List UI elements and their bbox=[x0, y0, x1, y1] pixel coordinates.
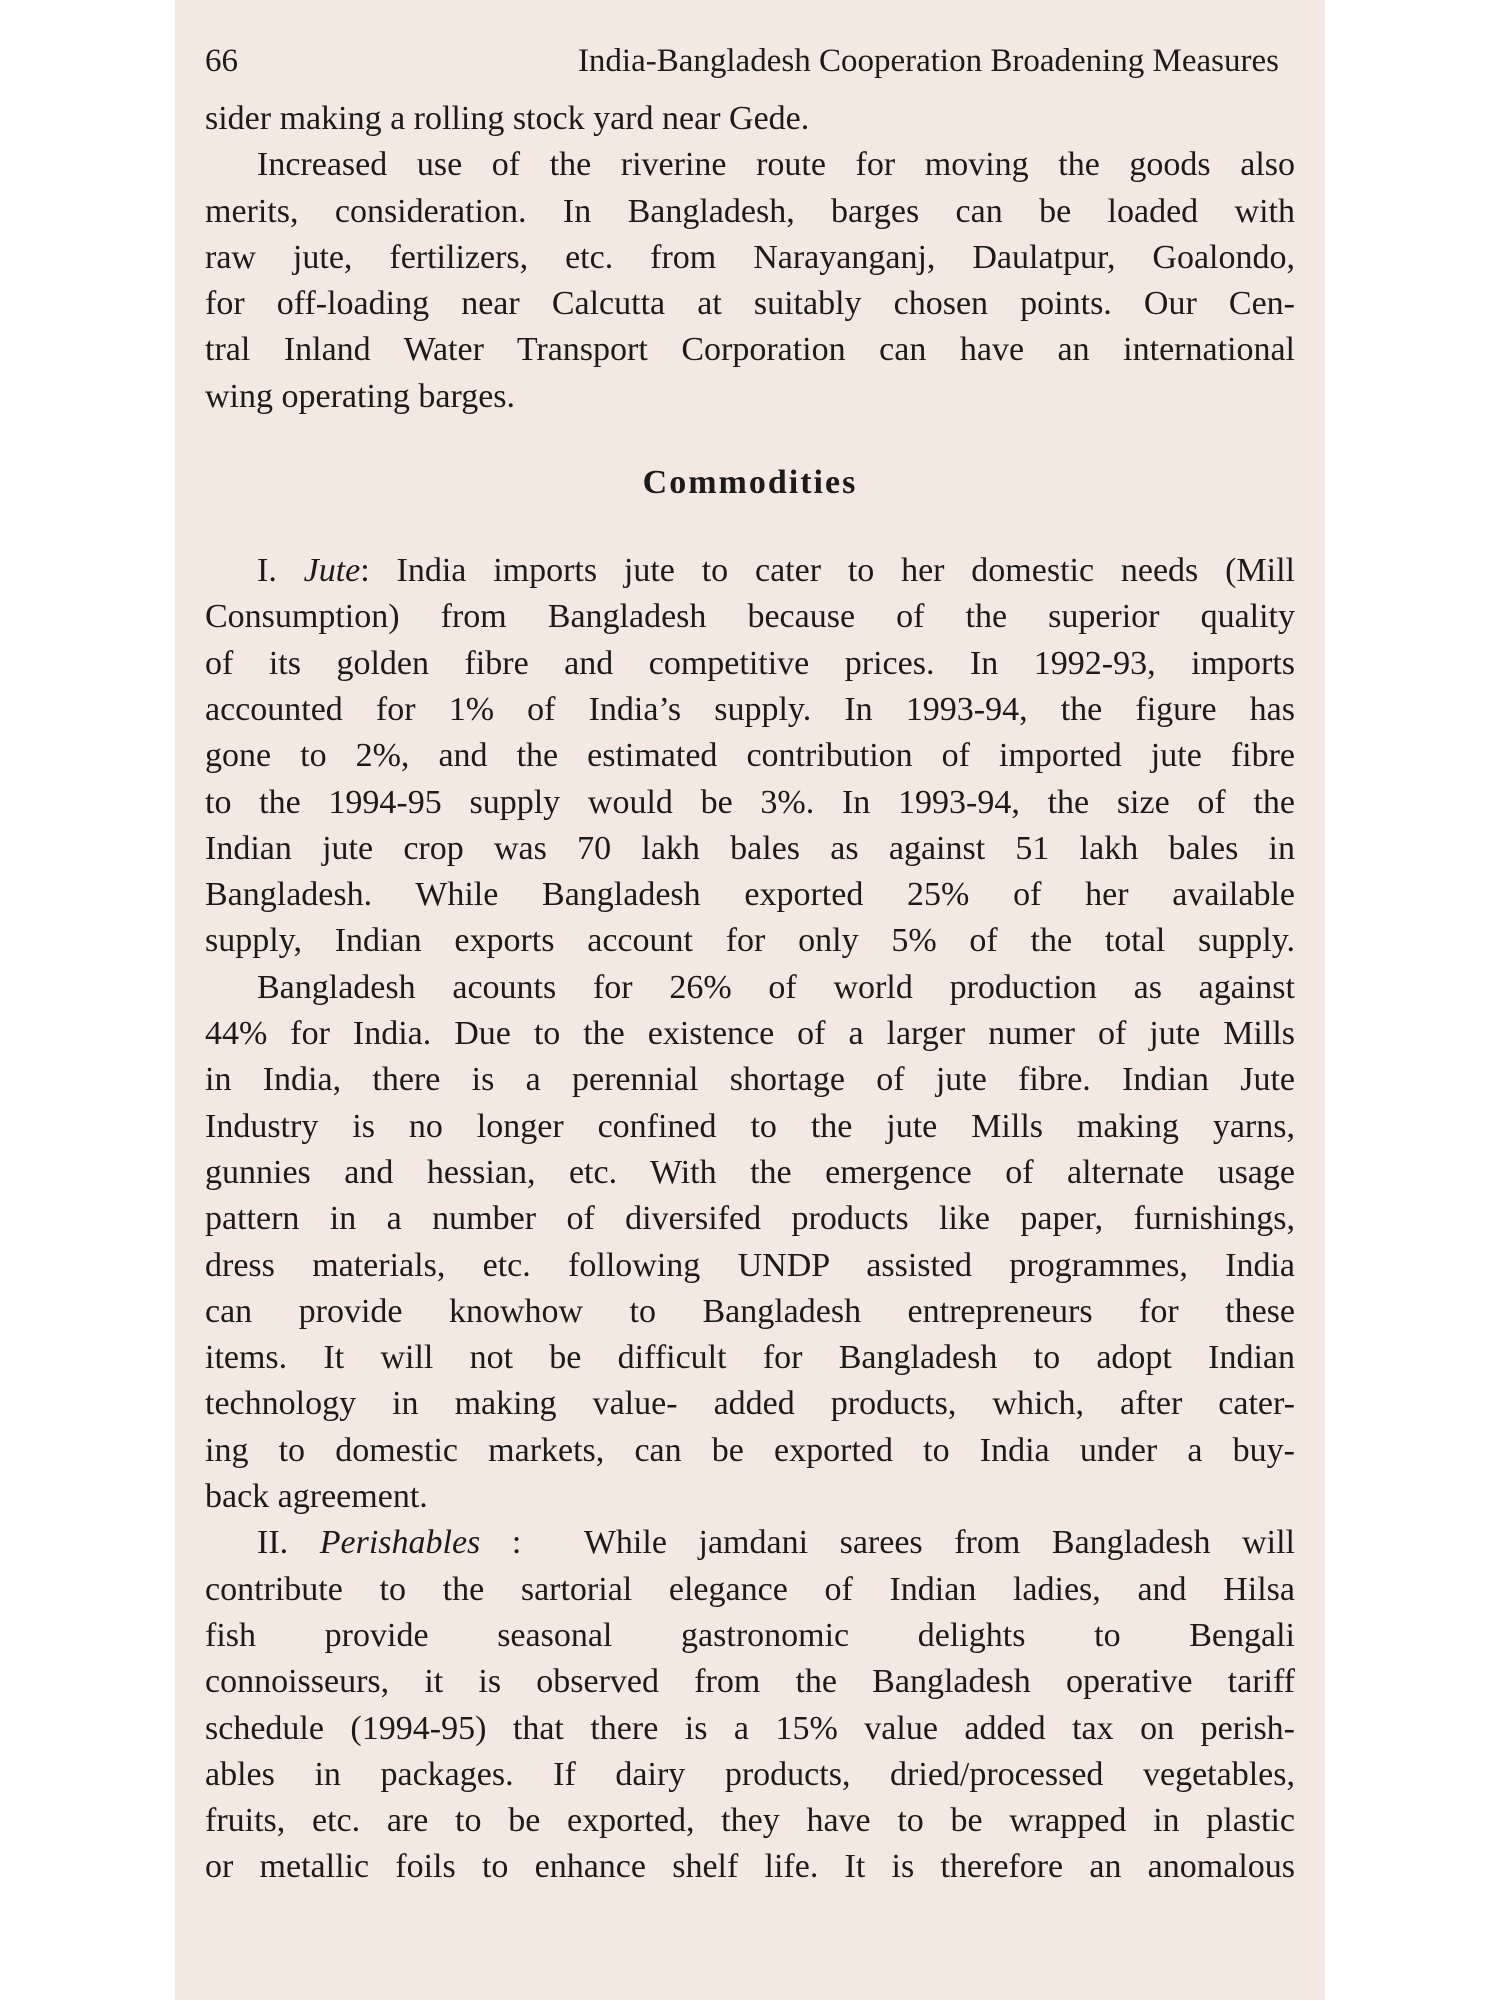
text-line: fish provide seasonal gastronomic delights to Bengali bbox=[205, 1616, 1295, 1654]
section-heading: Commodities bbox=[642, 464, 858, 502]
running-header bbox=[205, 30, 1295, 92]
text-line: of its golden fibre and competitive prices. In 1992-93, imports bbox=[205, 644, 1295, 682]
text-line bbox=[205, 548, 1295, 594]
text-line: connoisseurs, it is observed from the Bangladesh operative tariff bbox=[205, 1663, 1295, 1701]
text-line: to the 1994-95 supply would be 3%. In 1993-94, the size of the bbox=[205, 783, 1295, 821]
text-line: tral Inland Water Transport Corporation can have an international bbox=[205, 331, 1295, 369]
jute-number: I. bbox=[257, 552, 304, 590]
text-line: gunnies and hessian, etc. With the emergence of alternate usage bbox=[205, 1153, 1295, 1191]
text-line: sider making a rolling stock yard near Gede. bbox=[205, 100, 810, 137]
text-line: Consumption) from Bangladesh because of the superior quality bbox=[205, 598, 1295, 636]
jute-line-rest: : India imports jute to cater to her domestic needs (Mill bbox=[360, 552, 1295, 590]
text-line: gone to 2%, and the estimated contribution of imported jute fibre bbox=[205, 737, 1295, 775]
perishables-number: II. bbox=[257, 1524, 320, 1562]
page-text bbox=[205, 30, 1295, 1891]
text-line: back agreement. bbox=[205, 1478, 428, 1516]
text-line: in India, there is a perennial shortage of jute fibre. Indian Jute bbox=[205, 1061, 1295, 1099]
jute-paragraph bbox=[205, 548, 1295, 965]
text-line: Bangladesh acounts for 26% of world production as against bbox=[257, 968, 1295, 1006]
book-page bbox=[175, 0, 1325, 2000]
intro-paragraph bbox=[205, 96, 1295, 420]
text-line: ing to domestic markets, can be exported to India under a buy- bbox=[205, 1431, 1295, 1469]
text-line: ables in packages. If dairy products, dried/processed vegetables, bbox=[205, 1755, 1295, 1793]
text-line: contribute to the sartorial elegance of Indian ladies, and Hilsa bbox=[205, 1570, 1295, 1608]
jute-term: Jute bbox=[303, 552, 361, 590]
text-line: schedule (1994-95) that there is a 15% value added tax on perish- bbox=[205, 1709, 1295, 1747]
text-line bbox=[205, 1520, 1295, 1566]
production-paragraph bbox=[205, 965, 1295, 1521]
text-line: for off-loading near Calcutta at suitably chosen points. Our Cen- bbox=[205, 285, 1295, 323]
text-line: raw jute, fertilizers, etc. from Narayanganj, Daulatpur, Goalondo, bbox=[205, 238, 1295, 276]
text-line: pattern in a number of diversifed products like paper, furnishings, bbox=[205, 1200, 1295, 1238]
text-line: accounted for 1% of India’s supply. In 1993-94, the figure has bbox=[205, 690, 1295, 728]
text-line: Increased use of the riverine route for moving the goods also bbox=[257, 146, 1295, 184]
perishables-line-rest: : While jamdani sarees from Bangladesh will bbox=[480, 1524, 1295, 1562]
running-title: India-Bangladesh Cooperation Broadening Measures bbox=[577, 42, 1279, 79]
perishables-paragraph bbox=[205, 1520, 1295, 1890]
text-line: Industry is no longer confined to the jute Mills making yarns, bbox=[205, 1107, 1295, 1145]
text-line: dress materials, etc. following UNDP assisted programmes, India bbox=[205, 1246, 1295, 1284]
page-number: 66 bbox=[205, 42, 238, 79]
text-line: merits, consideration. In Bangladesh, barges can be loaded with bbox=[205, 192, 1295, 230]
text-line: Bangladesh. While Bangladesh exported 25% of her available bbox=[205, 876, 1295, 914]
perishables-term: Perishables bbox=[319, 1524, 481, 1562]
text-line: Indian jute crop was 70 lakh bales as against 51 lakh bales in bbox=[205, 829, 1295, 867]
text-line: can provide knowhow to Bangladesh entrepreneurs for these bbox=[205, 1292, 1295, 1330]
text-line: items. It will not be difficult for Bangladesh to adopt Indian bbox=[205, 1339, 1295, 1377]
text-line: wing operating barges. bbox=[205, 377, 516, 415]
text-line: fruits, etc. are to be exported, they have to be wrapped in plastic bbox=[205, 1802, 1295, 1840]
text-line: technology in making value- added products, which, after cater- bbox=[205, 1385, 1295, 1423]
text-line: supply, Indian exports account for only 5% of the total supply. bbox=[205, 922, 1295, 960]
text-line: 44% for India. Due to the existence of a larger numer of jute Mills bbox=[205, 1015, 1295, 1053]
text-line: or metallic foils to enhance shelf life. It is therefore an anomalous bbox=[205, 1848, 1295, 1886]
